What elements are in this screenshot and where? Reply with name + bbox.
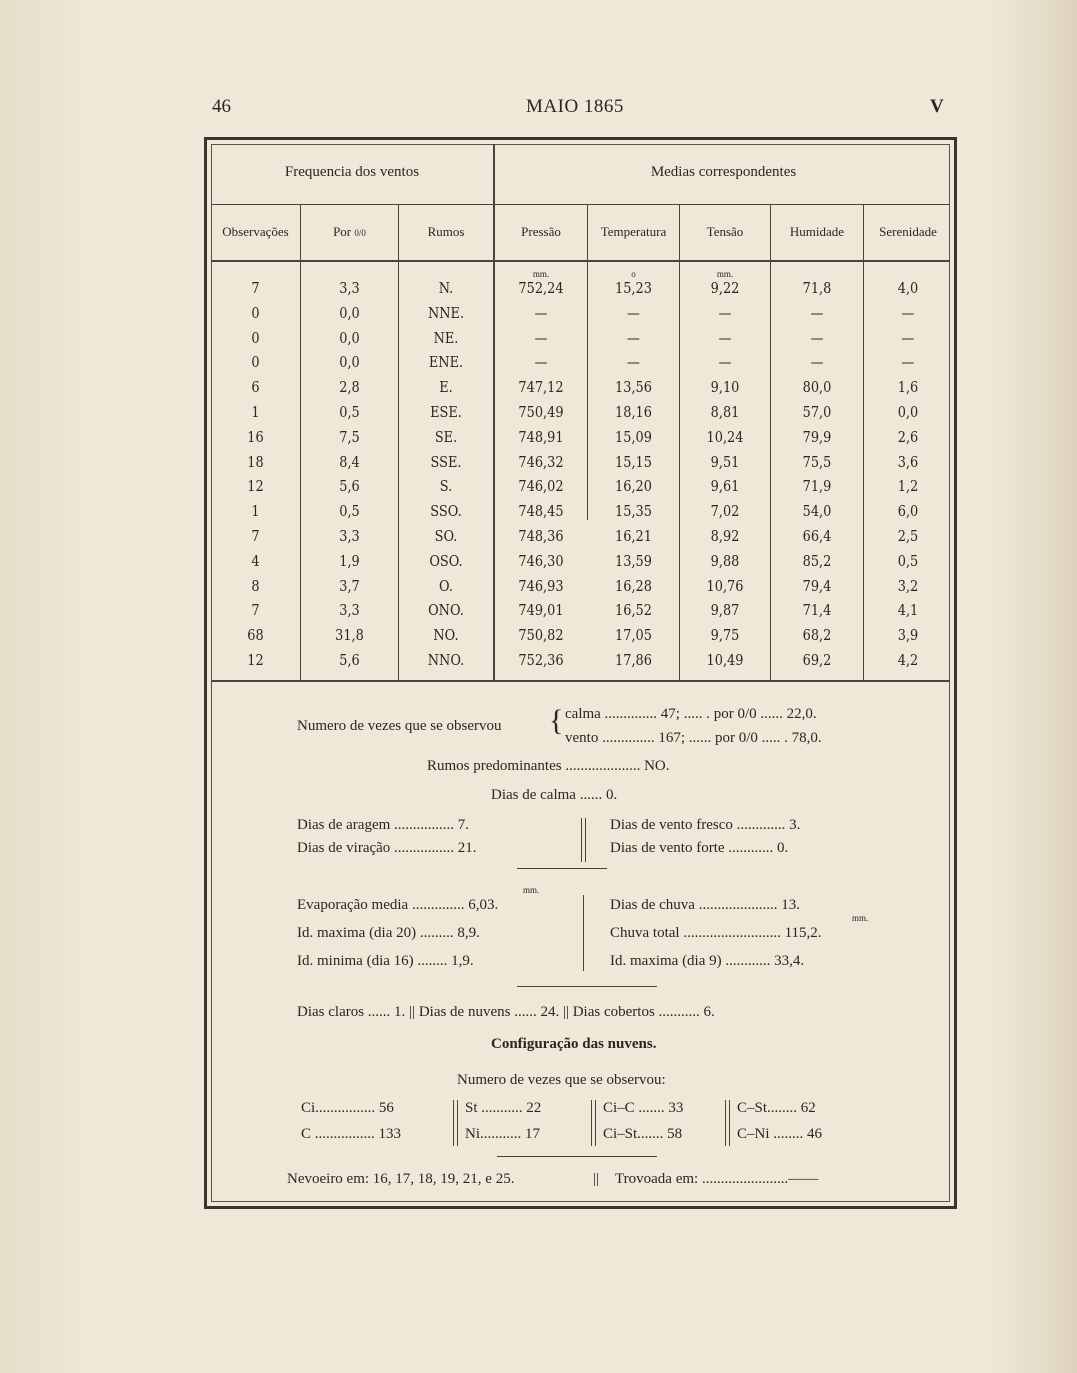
cell-serenidade: 2,6	[897, 427, 919, 446]
cell-pressao: 752,24	[518, 279, 564, 297]
cloud-ci-st: Ci–St....... 58	[603, 1126, 683, 1142]
cell-humidade: 75,5	[802, 452, 832, 471]
cell-por: 3,3	[339, 279, 360, 297]
cell-obs: 7	[251, 601, 260, 620]
col-serenidade: Serenidade	[879, 224, 937, 239]
cell-por: 0,0	[339, 328, 360, 347]
cell-rumo: NE.	[433, 328, 459, 347]
cell-obs: 12	[247, 651, 264, 669]
config-title: Configuração das nuvens.	[491, 1036, 657, 1052]
cell-serenidade: —	[901, 353, 915, 372]
cell-pressao: 746,02	[518, 477, 564, 496]
col-observacoes: Observações	[222, 224, 289, 239]
short-rule	[517, 868, 607, 869]
cell-tensao: 8,92	[710, 527, 740, 545]
cell-rumo: ENE.	[428, 353, 464, 372]
cell-pressao: 748,45	[518, 502, 564, 521]
cell-tensao: —	[718, 353, 732, 372]
vento-line: vento .............. 167; ...... por 0/0 ..... . 78,0.	[565, 730, 822, 746]
cell-obs: 6	[251, 378, 260, 397]
chuva-unit: mm.	[852, 913, 869, 923]
unit-temperatura: o	[631, 269, 636, 279]
cell-obs: 8	[251, 576, 260, 595]
cell-serenidade: 2,5	[897, 527, 919, 545]
evaporacao: Evaporação media .............. 6,03.	[297, 897, 499, 913]
cell-humidade: —	[810, 303, 824, 322]
cell-por: 8,4	[339, 452, 360, 471]
cell-obs: 7	[251, 279, 260, 297]
cell-tensao: 9,88	[710, 551, 740, 570]
cell-pressao: 749,01	[518, 601, 564, 620]
cell-temp: 17,86	[615, 651, 652, 669]
cell-pressao: 747,12	[518, 378, 564, 397]
separator	[583, 895, 584, 971]
cell-pressao: 750,49	[518, 403, 564, 421]
cell-obs: 18	[247, 452, 264, 471]
cell-pressao: 752,36	[518, 651, 564, 669]
cell-tensao: 9,87	[710, 601, 740, 620]
short-rule	[497, 1156, 657, 1157]
cell-rumo: E.	[439, 378, 453, 397]
row-divider	[211, 260, 950, 262]
cell-pressao: 746,93	[518, 576, 564, 595]
observed-label: Numero de vezes que se observou	[297, 718, 502, 734]
cell-humidade: 57,0	[802, 403, 832, 421]
cell-tensao: 10,24	[706, 427, 744, 446]
cell-obs: 7	[251, 527, 260, 545]
cell-tensao: 9,61	[710, 477, 740, 496]
cell-pressao: 746,32	[518, 452, 564, 471]
calma-line: calma .............. 47; ..... . por 0/0 ...... 22,0.	[565, 706, 817, 722]
cell-humidade: 69,2	[802, 651, 832, 669]
cell-tensao: 9,10	[710, 378, 740, 397]
table-frame	[204, 137, 957, 1209]
cell-temp: 17,05	[615, 626, 652, 645]
cell-humidade: 71,9	[802, 477, 832, 496]
separator	[595, 1100, 596, 1146]
page-title: MAIO 1865	[526, 96, 624, 117]
cell-por: 5,6	[339, 477, 360, 496]
page-header	[0, 96, 1077, 124]
cell-humidade: —	[810, 328, 824, 347]
cell-obs: 0	[251, 353, 260, 372]
cell-temp: —	[627, 328, 640, 347]
vento-forte: Dias de vento forte ............ 0.	[610, 840, 789, 856]
cell-temp: 15,35	[615, 502, 652, 521]
unit-pressao: mm.	[532, 269, 550, 279]
cell-rumo: NNO.	[427, 651, 465, 669]
cell-tensao: 8,81	[710, 403, 740, 421]
cell-temp: 16,21	[615, 527, 652, 545]
cell-temp: 16,28	[615, 576, 652, 595]
cell-tensao: —	[718, 303, 732, 322]
cell-por: 31,8	[335, 626, 364, 645]
cell-temp: 15,15	[615, 452, 652, 471]
cell-pressao: —	[534, 328, 548, 347]
short-rule	[517, 986, 657, 987]
cell-por: 0,5	[339, 502, 360, 521]
cell-humidade: 79,9	[802, 427, 832, 446]
cell-por: 7,5	[339, 427, 360, 446]
cell-serenidade: 3,2	[897, 576, 919, 595]
cell-por: 3,3	[339, 527, 360, 545]
cell-humidade: 66,4	[802, 527, 832, 545]
id-maxima-chuva: Id. maxima (dia 9) ............ 33,4.	[610, 953, 805, 969]
cell-por: 5,6	[339, 651, 360, 669]
cell-temp: 16,20	[615, 477, 652, 496]
page-number: 46	[212, 96, 231, 117]
separator	[725, 1100, 726, 1146]
cell-obs: 12	[247, 477, 264, 496]
cell-rumo: S.	[439, 477, 453, 496]
cell-tensao: 7,02	[710, 502, 740, 521]
cell-tensao: 9,75	[710, 626, 740, 645]
cell-rumo: NO.	[433, 626, 459, 645]
cell-serenidade: 4,0	[897, 279, 919, 297]
dias-calma: Dias de calma ...... 0.	[491, 787, 618, 803]
cell-tensao: 9,22	[710, 279, 740, 297]
cell-obs: 4	[251, 551, 260, 570]
cell-serenidade: —	[901, 303, 915, 322]
cloud-ci: Ci................ 56	[301, 1100, 394, 1116]
cell-por: 1,9	[339, 551, 360, 570]
config-subtitle: Numero de vezes que se observou:	[457, 1072, 666, 1088]
nevoeiro: Nevoeiro em: 16, 17, 18, 19, 21, e 25.	[287, 1171, 515, 1187]
cell-rumo: NNE.	[427, 303, 465, 322]
cell-por: 2,8	[339, 378, 360, 397]
cell-pressao: —	[534, 303, 548, 322]
cell-por: 0,0	[339, 303, 360, 322]
separator	[585, 818, 586, 862]
section-mark: V	[930, 96, 944, 117]
cell-por: 0,5	[339, 403, 360, 421]
cell-temp: 13,56	[615, 378, 652, 397]
cell-pressao: 748,91	[518, 427, 564, 446]
separator	[457, 1100, 458, 1146]
cell-serenidade: 1,2	[897, 477, 919, 496]
cell-temp: 15,23	[615, 279, 652, 297]
cell-serenidade: 4,2	[897, 651, 919, 669]
dias-aragem: Dias de aragem ................ 7.	[297, 817, 470, 833]
cell-temp: 13,59	[615, 551, 652, 570]
cell-obs: 1	[251, 502, 260, 521]
dias-viracao: Dias de viração ................ 21.	[297, 840, 477, 856]
cloud-c-ni: C–Ni ........ 46	[737, 1126, 823, 1142]
cell-tensao: —	[718, 328, 732, 347]
col-humidade: Humidade	[789, 224, 845, 239]
col-divider	[398, 204, 399, 682]
id-maxima-evap: Id. maxima (dia 20) ......... 8,9.	[297, 925, 480, 941]
cell-tensao: 9,51	[710, 452, 740, 471]
col-temperatura: Temperatura	[600, 224, 667, 239]
cell-serenidade: 3,6	[897, 452, 919, 471]
cell-obs: 68	[247, 626, 264, 645]
cell-tensao: 10,76	[706, 576, 744, 595]
ceu-line: Dias claros ...... 1. || Dias de nuvens ...... 24. || Dias cobertos ........... 6.	[297, 1004, 715, 1020]
cell-rumo: N.	[438, 279, 454, 297]
col-rumos: Rumos	[427, 224, 465, 239]
cell-rumo: SE.	[434, 427, 458, 446]
cloud-st: St ........... 22	[465, 1100, 542, 1116]
cell-humidade: —	[810, 353, 824, 372]
cell-rumo: SSE.	[430, 452, 462, 471]
cell-humidade: 80,0	[802, 378, 832, 397]
col-divider	[770, 204, 771, 682]
cell-serenidade: 1,6	[897, 378, 919, 397]
cell-humidade: 71,4	[802, 601, 832, 620]
row-divider	[211, 680, 950, 682]
group-head-medias: Medias correspondentes	[650, 164, 797, 180]
col-divider	[300, 204, 301, 682]
cell-temp: 16,52	[615, 601, 652, 620]
brace: {	[549, 704, 564, 737]
separator	[581, 818, 582, 862]
col-divider	[863, 204, 864, 682]
cloud-c: C ................ 133	[301, 1126, 402, 1142]
cell-humidade: 85,2	[802, 551, 832, 570]
unit-tensao: mm.	[716, 269, 734, 279]
cell-tensao: 10,49	[706, 651, 744, 669]
separator	[729, 1100, 730, 1146]
cell-por: 3,3	[339, 601, 360, 620]
cell-serenidade: 6,0	[897, 502, 919, 521]
col-tensao: Tensão	[706, 224, 744, 239]
cell-obs: 16	[247, 427, 264, 446]
vento-fresco: Dias de vento fresco ............. 3.	[610, 817, 801, 833]
cell-humidade: 68,2	[802, 626, 832, 645]
separator	[453, 1100, 454, 1146]
rumos-predominantes: Rumos predominantes .................... NO.	[427, 758, 670, 774]
col-por: Por 0/0	[333, 224, 366, 239]
dias-chuva: Dias de chuva ..................... 13.	[610, 897, 800, 913]
id-minima-evap: Id. minima (dia 16) ........ 1,9.	[297, 953, 474, 969]
cell-obs: 0	[251, 303, 260, 322]
cell-temp: —	[627, 303, 640, 322]
row-divider	[211, 204, 950, 205]
col-pressao: Pressão	[521, 224, 561, 239]
chuva-total: Chuva total .......................... 115,2.	[610, 925, 822, 941]
evap-unit: mm.	[523, 885, 540, 895]
cell-por: 0,0	[339, 353, 360, 372]
cell-rumo: ESE.	[430, 403, 462, 421]
cell-temp: 18,16	[615, 403, 652, 421]
cell-serenidade: 0,0	[897, 403, 919, 421]
col-divider	[587, 204, 588, 520]
cell-serenidade: 4,1	[897, 601, 919, 620]
cell-obs: 1	[251, 403, 260, 421]
cell-serenidade: 0,5	[897, 551, 919, 570]
group-head-frequencia: Frequencia dos ventos	[284, 164, 420, 180]
cell-rumo: ONO.	[428, 601, 464, 620]
cell-rumo: O.	[439, 576, 453, 595]
cell-temp: —	[627, 353, 640, 372]
trovoada: Trovoada em: .......................——	[615, 1171, 819, 1187]
cell-obs: 0	[251, 328, 260, 347]
cell-por: 3,7	[339, 576, 360, 595]
cell-pressao: 748,36	[518, 527, 564, 545]
cell-humidade: 54,0	[802, 502, 832, 521]
pipe-sep: ||	[593, 1171, 600, 1187]
separator	[591, 1100, 592, 1146]
cell-serenidade: —	[901, 328, 915, 347]
cell-pressao: 750,82	[518, 626, 564, 645]
cell-humidade: 79,4	[802, 576, 832, 595]
cloud-ci-c: Ci–C ....... 33	[603, 1100, 684, 1116]
cell-rumo: OSO.	[429, 551, 463, 570]
cell-rumo: SO.	[434, 527, 458, 545]
cell-pressao: 746,30	[518, 551, 564, 570]
cell-humidade: 71,8	[802, 279, 832, 297]
cloud-c-st: C–St........ 62	[737, 1100, 816, 1116]
cell-serenidade: 3,9	[897, 626, 919, 645]
cell-temp: 15,09	[615, 427, 652, 446]
cloud-ni: Ni........... 17	[465, 1126, 540, 1142]
cell-rumo: SSO.	[430, 502, 462, 521]
cell-pressao: —	[534, 353, 548, 372]
